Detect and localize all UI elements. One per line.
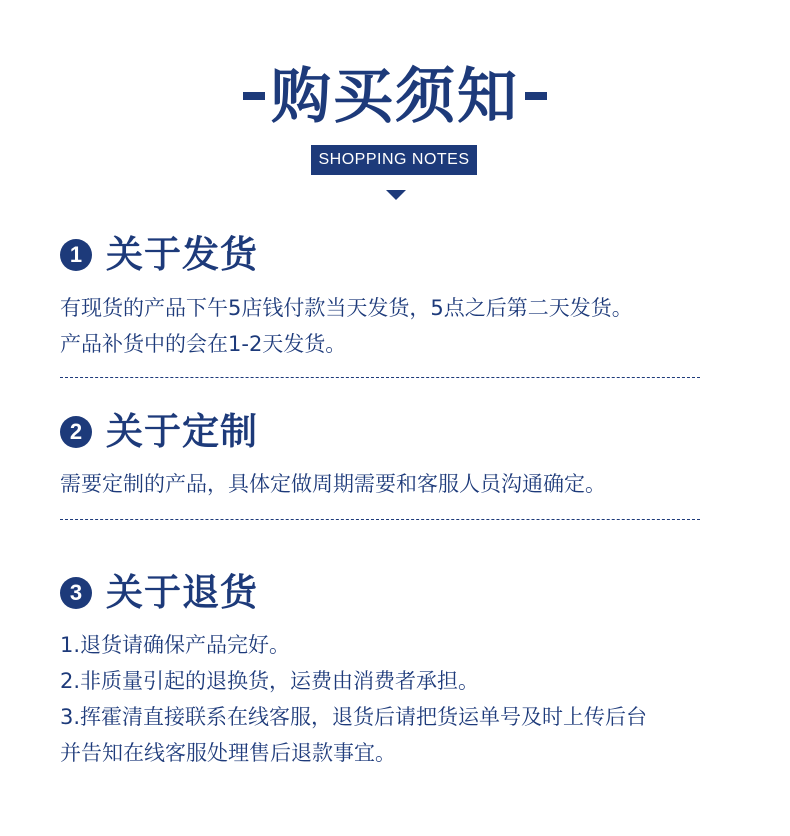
dashed-divider xyxy=(60,519,700,520)
number-circle-icon: 1 xyxy=(60,239,92,271)
page-title xyxy=(0,62,790,132)
subtitle-badge: SHOPPING NOTES xyxy=(311,145,477,175)
triangle-down-icon xyxy=(386,190,406,200)
section-title: 关于发货 xyxy=(106,233,258,276)
section-shipping-body xyxy=(60,290,760,362)
section-line: 3.挥霍清直接联系在线客服，退货后请把货运单号及时上传后台 xyxy=(60,705,648,729)
section-line: 1.退货请确保产品完好。 xyxy=(60,633,291,657)
section-custom-body xyxy=(60,466,760,502)
section-custom-header xyxy=(60,410,258,454)
section-returns-header xyxy=(60,571,258,615)
page-title-text: 购买须知 xyxy=(271,62,519,132)
number-circle-icon: 3 xyxy=(60,577,92,609)
number-circle-icon: 2 xyxy=(60,416,92,448)
section-title: 关于定制 xyxy=(106,410,258,453)
title-dash-right xyxy=(525,92,547,100)
title-dash-left xyxy=(243,92,265,100)
section-line: 2.非质量引起的退换货，运费由消费者承担。 xyxy=(60,669,480,693)
section-shipping-header xyxy=(60,233,258,277)
section-line: 产品补货中的会在1-2天发货。 xyxy=(60,332,347,356)
section-returns-body xyxy=(60,627,760,771)
section-title: 关于退货 xyxy=(106,571,258,614)
section-line: 有现货的产品下午5店钱付款当天发货，5点之后第二天发货。 xyxy=(60,296,633,320)
section-line: 并告知在线客服处理售后退款事宜。 xyxy=(60,741,396,765)
section-line: 需要定制的产品，具体定做周期需要和客服人员沟通确定。 xyxy=(60,472,606,496)
dashed-divider xyxy=(60,377,700,378)
